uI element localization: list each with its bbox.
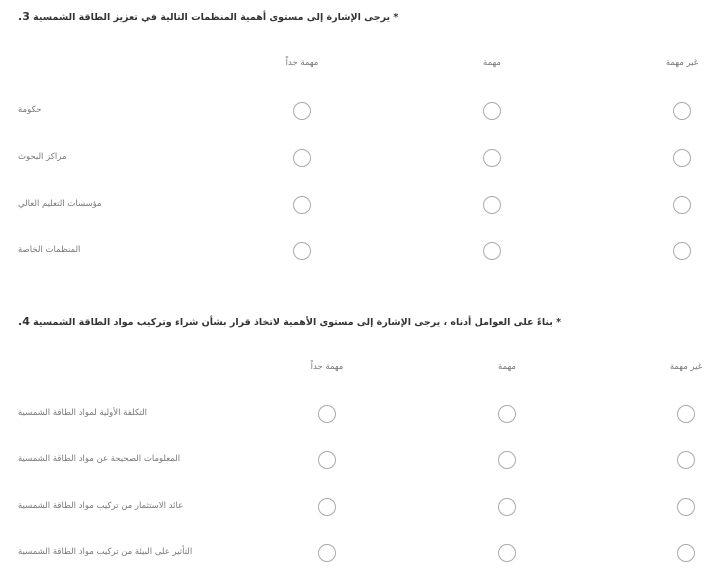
q4-environment-not-important-radio[interactable]: [677, 544, 695, 562]
q4-row-label-initial-cost: التكلفة الأولية لمواد الطاقة الشمسية: [18, 408, 148, 418]
q3-row-label-research-centers: مراكز البحوث: [18, 152, 67, 162]
q4-information-important-radio[interactable]: [498, 451, 516, 469]
q3-research-important-radio[interactable]: [483, 149, 501, 167]
q3-private-very-important-radio[interactable]: [293, 242, 311, 260]
q3-research-very-important-radio[interactable]: [293, 149, 311, 167]
q3-higher-education-not-important-radio[interactable]: [673, 196, 691, 214]
question-3-text: * يرجى الإشارة إلى مستوى أهمية المنظمات التالية في تعزيز الطاقة الشمسية: [33, 12, 399, 23]
question-4-text: * بناءً على العوامل أدناه ، يرجى الإشارة إلى مستوى الأهمية لاتخاذ قرار بشأن شراء وتركيب مواد الطاقة الشمسية: [33, 317, 562, 328]
q3-row-label-higher-education: مؤسسات التعليم العالي: [18, 199, 102, 209]
q3-research-not-important-radio[interactable]: [673, 149, 691, 167]
q3-government-very-important-radio[interactable]: [293, 102, 311, 120]
q4-row-label-return-on-investment: عائد الاستثمار من تركيب مواد الطاقة الشمسية: [18, 501, 184, 511]
question-3-number: 3.: [18, 10, 30, 23]
question-4-number: 4.: [18, 315, 30, 328]
q4-column-important: مهمة: [498, 362, 516, 372]
q3-column-not-important: غير مهمة: [665, 58, 699, 68]
q3-higher-education-important-radio[interactable]: [483, 196, 501, 214]
q4-initial-cost-very-important-radio[interactable]: [318, 405, 336, 423]
q4-roi-very-important-radio[interactable]: [318, 498, 336, 516]
q4-information-not-important-radio[interactable]: [677, 451, 695, 469]
q3-column-very-important: مهمة جداً: [285, 58, 319, 68]
q3-private-important-radio[interactable]: [483, 242, 501, 260]
q4-environment-very-important-radio[interactable]: [318, 544, 336, 562]
q4-column-very-important: مهمة جداً: [310, 362, 344, 372]
question-4-title: [18, 315, 561, 328]
q4-roi-important-radio[interactable]: [498, 498, 516, 516]
q3-column-important: مهمة: [483, 58, 501, 68]
q4-row-label-environmental-impact: التأثير على البيئة من تركيب مواد الطاقة الشمسية: [18, 547, 193, 557]
q4-environment-important-radio[interactable]: [498, 544, 516, 562]
q3-government-important-radio[interactable]: [483, 102, 501, 120]
q4-row-label-correct-information: المعلومات الصحيحة عن مواد الطاقة الشمسية: [18, 454, 181, 464]
q3-row-label-government: حكومة: [18, 105, 42, 115]
q4-initial-cost-not-important-radio[interactable]: [677, 405, 695, 423]
q3-government-not-important-radio[interactable]: [673, 102, 691, 120]
question-3-title: [18, 10, 398, 23]
q3-private-not-important-radio[interactable]: [673, 242, 691, 260]
q4-initial-cost-important-radio[interactable]: [498, 405, 516, 423]
q4-column-not-important: غير مهمة: [669, 362, 703, 372]
q4-roi-not-important-radio[interactable]: [677, 498, 695, 516]
q4-information-very-important-radio[interactable]: [318, 451, 336, 469]
q3-higher-education-very-important-radio[interactable]: [293, 196, 311, 214]
q3-row-label-private-organizations: المنظمات الخاصة: [18, 245, 81, 255]
